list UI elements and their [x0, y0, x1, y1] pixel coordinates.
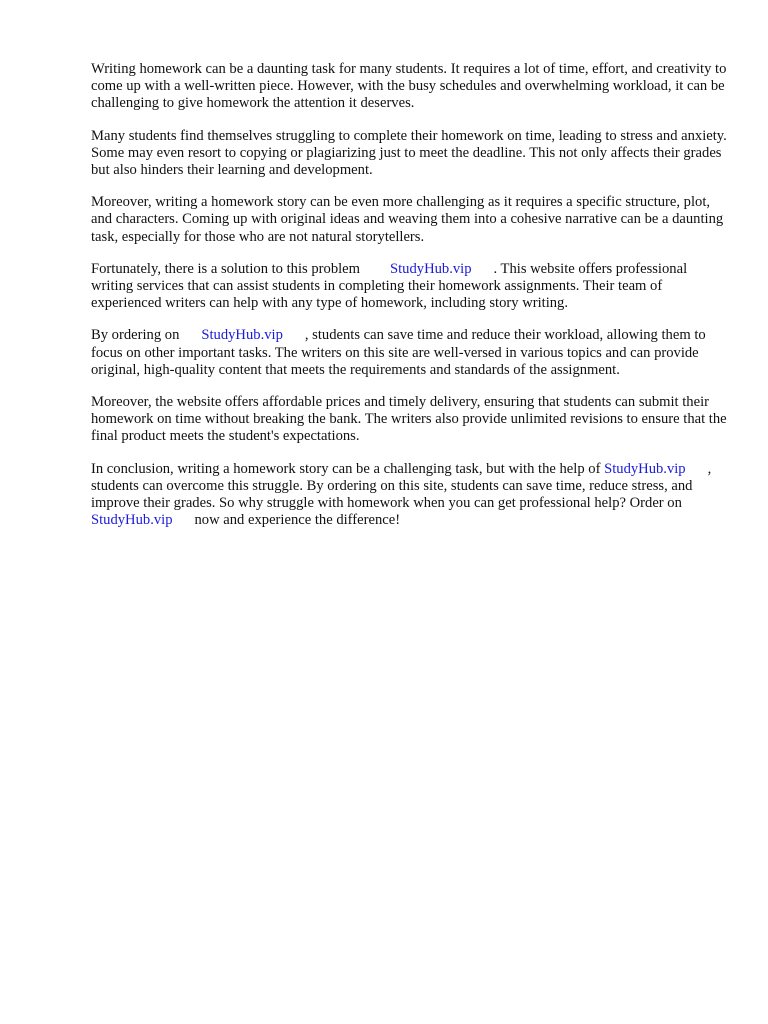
paragraph-pricing: Moreover, the website offers affordable prices and timely delivery, ensuring that students can submit their homework on time without breaking the bank. The writers also provide unlimited revisions to ensure that the final product meets the student's expectations.	[91, 394, 727, 445]
paragraph-ordering	[91, 327, 731, 379]
document-page	[91, 61, 731, 544]
paragraph-ordering-text-2: , students can save time and reduce their workload, allowing them to focus on other important tasks. The writers on this site are well-versed in various topics and can provide original, high-quality content that meets the requirements and standards of the assignment.	[91, 327, 706, 378]
paragraph-conclusion-text-1: In conclusion, writing a homework story can be a challenging task, but with the help of	[91, 460, 601, 477]
paragraph-intro: Writing homework can be a daunting task for many students. It requires a lot of time, effort, and creativity to come up with a well-written piece. However, with the busy schedules and overwhelming workload, it can be challenging to give homework the attention it deserves.	[91, 61, 727, 112]
studyhub-link-3[interactable]: StudyHub.vip	[604, 460, 686, 477]
paragraph-story-challenge: Moreover, writing a homework story can be even more challenging as it requires a specific structure, plot, and characters. Coming up with original ideas and weaving them into a cohesive narrative can be a daunting task, especially for those who are not natural storytellers.	[91, 194, 724, 245]
paragraph-conclusion-text-3: now and experience the difference!	[194, 512, 401, 529]
studyhub-link-4[interactable]: StudyHub.vip	[91, 512, 173, 529]
paragraph-solution	[91, 261, 731, 313]
studyhub-link-1[interactable]: StudyHub.vip	[390, 260, 472, 277]
paragraph-conclusion-text-2: , students can overcome this struggle. By ordering on this site, students can save time, reduce stress, and improve their grades. So why struggle with homework when you can get professional help? Order on	[91, 460, 712, 512]
paragraph-ordering-text-1: By ordering on	[91, 327, 180, 344]
paragraph-struggle: Many students find themselves struggling to complete their homework on time, leading to stress and anxiety. Some may even resort to copying or plagiarizing just to meet the deadline. This not only affects their grades but also hinders their learning and development.	[91, 127, 727, 179]
studyhub-link-2[interactable]: StudyHub.vip	[201, 327, 283, 344]
paragraph-solution-text-2: . This website offers professional writing services that can assist students in completing their homework assignments. Their team of experienced writers can help with any type of homework, including story writing.	[91, 260, 688, 312]
paragraph-solution-text-1: Fortunately, there is a solution to this problem	[91, 260, 361, 277]
paragraph-conclusion	[91, 461, 731, 530]
